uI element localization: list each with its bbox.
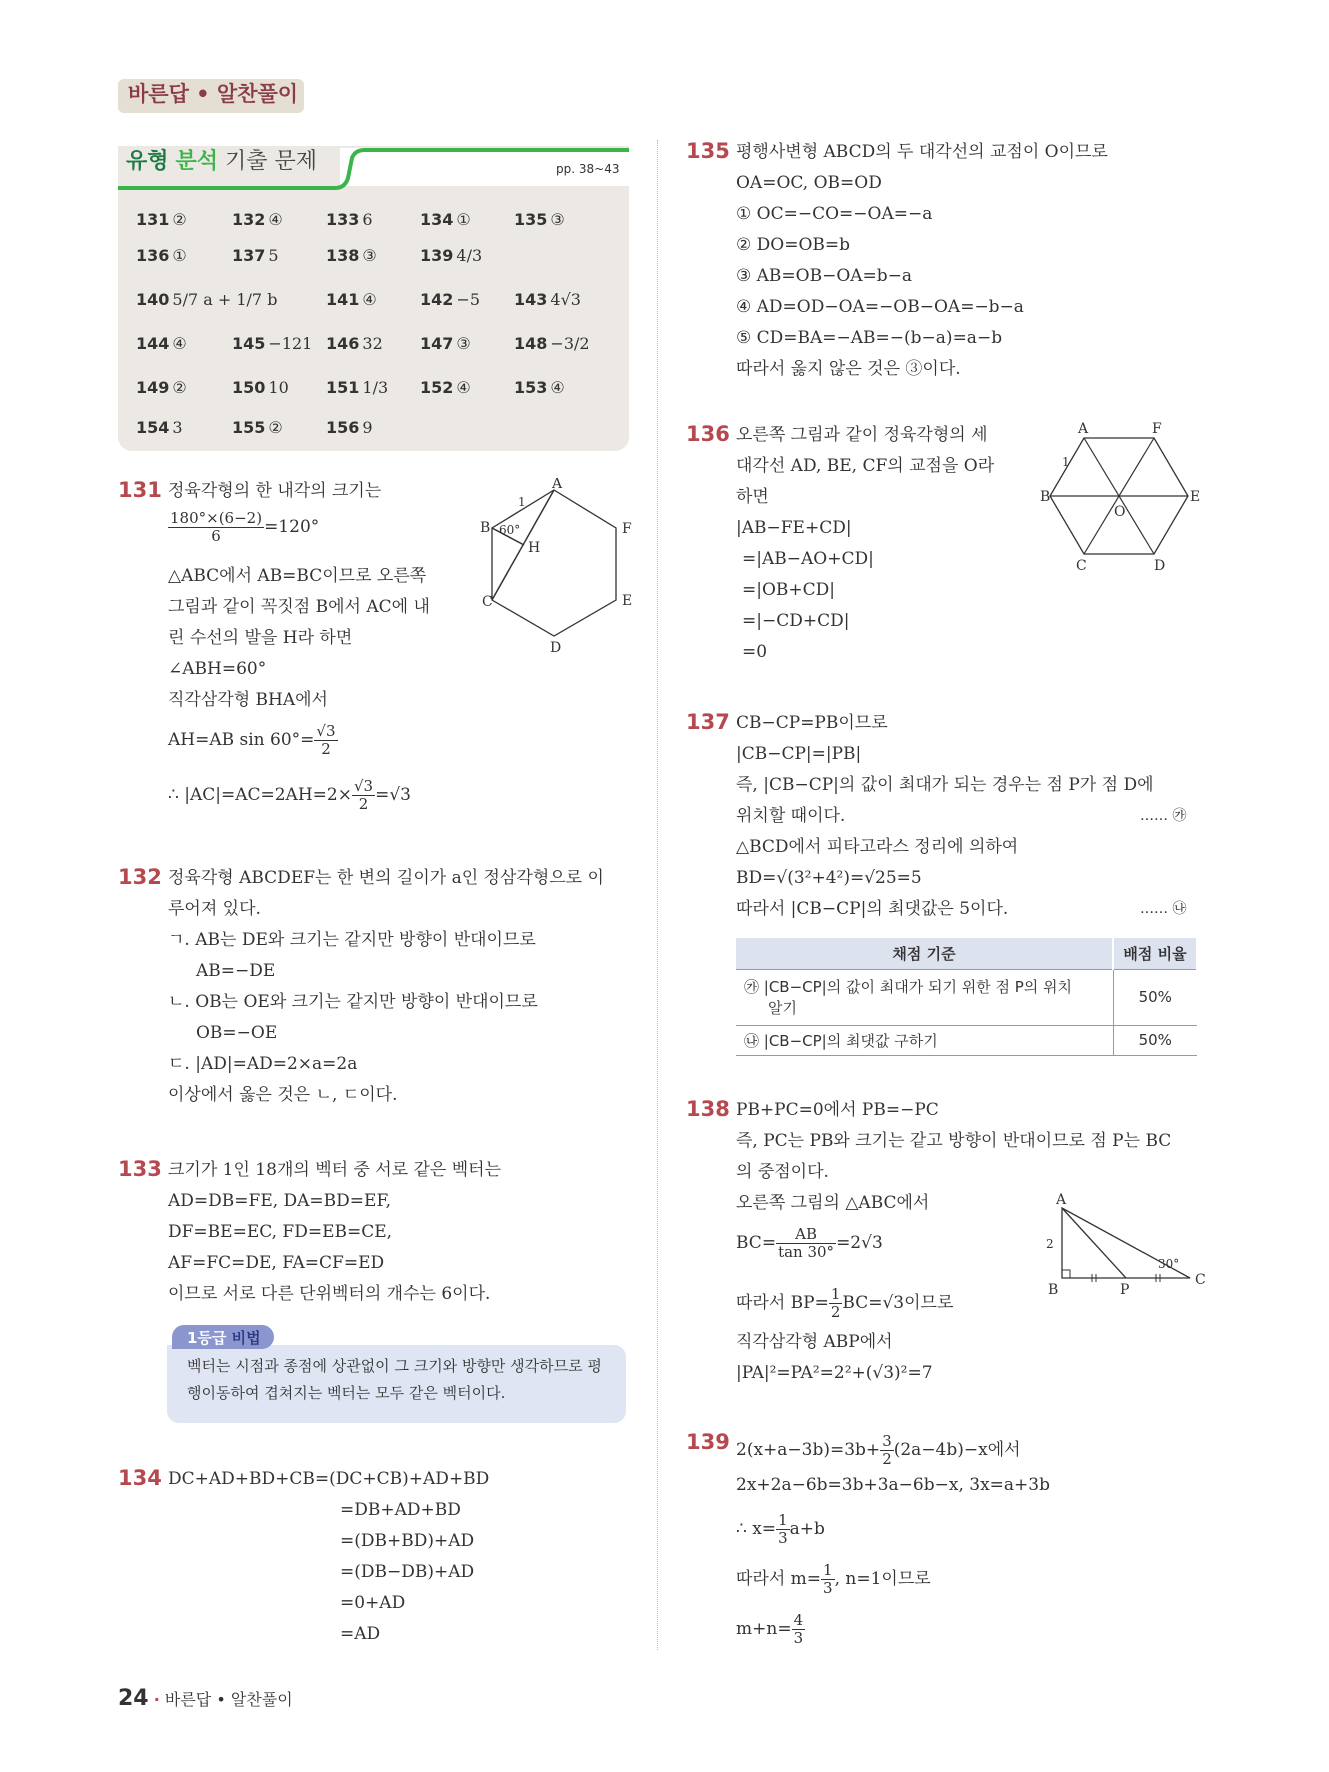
scoring-row1-line1: ㉮ |CB−CP|의 값이 최대가 되기 위한 점 P의 위치	[744, 978, 1073, 996]
answer-item-148	[514, 334, 590, 353]
scoring-header-ratio: 배점 비율	[1113, 938, 1197, 969]
answer-number: 150	[232, 378, 266, 397]
scoring-row1-ratio: 50%	[1113, 969, 1197, 1025]
p131-l9-num: √3	[353, 777, 374, 795]
tip-label	[187, 1327, 261, 1348]
answer-number: 133	[326, 210, 360, 229]
p138-l6-den: 2	[830, 1303, 841, 1321]
p131-l9-text: ∴ |AC|=AC=2AH=2×	[168, 785, 352, 805]
page-footer	[118, 1686, 293, 1711]
answer-item-156	[326, 418, 373, 437]
answer-item-141	[326, 290, 377, 309]
answer-value: ④	[172, 334, 187, 353]
answer-value: 3	[172, 418, 183, 437]
problem-138-number: 138	[686, 1097, 730, 1121]
p135-line8: 따라서 옳지 않은 것은 ③이다.	[736, 359, 961, 379]
p135-line5: ③ AB=OB−OA=b−a	[736, 266, 913, 286]
p136-line1: 오른쪽 그림과 같이 정육각형의 세	[736, 425, 988, 445]
p131-l9-den: 2	[358, 795, 369, 813]
answer-number: 145	[232, 334, 266, 353]
p138-line3: 의 중점이다.	[736, 1162, 829, 1182]
p133-line3: DF=BE=EC, FD=EB=CE,	[168, 1222, 393, 1242]
title-part1: 유형	[126, 149, 169, 174]
p136-line4: |AB−FE+CD|	[736, 518, 852, 538]
p134-line3: =(DB+BD)+AD	[340, 1531, 475, 1551]
answer-item-153	[514, 378, 565, 397]
answer-number: 139	[420, 246, 454, 265]
answer-item-131	[136, 210, 187, 229]
answer-number: 156	[326, 418, 360, 437]
p138-line1: PB+PC=0에서 PB=−PC	[736, 1100, 939, 1120]
p138-l6-result: BC=√3이므로	[842, 1293, 954, 1313]
p136-fig-label-e: E	[1190, 489, 1200, 505]
scoring-table	[736, 938, 1198, 1056]
answer-key-pages: pp. 38~43	[556, 162, 620, 176]
p135-line7: ⑤ CD=BA=−AB=−(b−a)=a−b	[736, 328, 1003, 348]
p139-l4-text: 따라서 m=	[736, 1569, 822, 1589]
p131-line8	[168, 723, 338, 758]
answer-value: 1/3	[362, 378, 389, 397]
p138-fig-label-angle: 30°	[1158, 1257, 1180, 1271]
answer-value: 5	[268, 246, 279, 265]
answer-item-145	[232, 334, 312, 353]
p138-fig-label-p: P	[1120, 1282, 1130, 1298]
p131-fig-label-e: E	[622, 593, 633, 609]
answer-item-138	[326, 246, 377, 265]
p131-frac-num: 180°×(6−2)	[170, 509, 263, 527]
answer-item-151	[326, 378, 388, 397]
p138-l5-den: tan 30°	[778, 1243, 835, 1261]
scoring-row1-criteria	[736, 969, 1113, 1025]
p139-l3-result: a+b	[789, 1519, 825, 1539]
problem-131-number: 131	[118, 478, 162, 502]
p137-marker-2: …… ㉯	[1140, 901, 1187, 917]
p136-hexagon-figure	[1040, 420, 1200, 570]
p131-l8-den: 2	[321, 740, 331, 758]
p138-l5-num: AB	[776, 1226, 836, 1244]
p131-fig-label-h: H	[528, 540, 541, 556]
p138-line2: 즉, PC는 PB와 크기는 같고 방향이 반대이므로 점 P는 BC	[736, 1131, 1172, 1151]
p138-triangle-figure	[1040, 1190, 1210, 1300]
answer-number: 132	[232, 210, 266, 229]
answer-number: 153	[514, 378, 548, 397]
p139-l1-num: 3	[882, 1432, 892, 1450]
p138-line8: |PA|²=PA²=2²+(√3)²=7	[736, 1363, 933, 1383]
p135-line2: OA=OC, OB=OD	[736, 173, 882, 193]
p139-l3-text: ∴ x=	[736, 1519, 777, 1539]
answer-item-147	[420, 334, 471, 353]
p139-l1-text: 2(x+a−3b)=3b+	[736, 1440, 881, 1460]
answer-value: ③	[456, 334, 471, 353]
answer-value: 4/3	[456, 246, 483, 265]
answer-item-155	[232, 418, 283, 437]
p132-line2: 루어져 있다.	[168, 899, 261, 919]
p135-line3: ① OC=−CO=−OA=−a	[736, 204, 933, 224]
column-divider	[657, 140, 658, 1650]
answer-value: 6	[362, 210, 373, 229]
p132-line8: 이상에서 옳은 것은 ㄴ, ㄷ이다.	[168, 1085, 398, 1105]
answer-item-154	[136, 418, 183, 437]
answer-item-133	[326, 210, 373, 229]
p131-line1: 정육각형의 한 내각의 크기는	[168, 481, 382, 501]
answer-number: 142	[420, 290, 454, 309]
answer-value: −3/2	[550, 334, 590, 353]
p131-line3: △ABC에서 AB=BC이므로 오른쪽	[168, 566, 427, 586]
answer-number: 140	[136, 290, 170, 309]
p137-line3: 즉, |CB−CP|의 값이 최대가 되는 경우는 점 P가 점 D에	[736, 775, 1154, 795]
scoring-row2-ratio: 50%	[1113, 1025, 1197, 1055]
answer-item-150	[232, 378, 289, 397]
p139-l3-den: 3	[778, 1529, 788, 1547]
p131-fig-label-c: C	[482, 594, 493, 610]
problem-136-number: 136	[686, 422, 730, 446]
p136-line5: =|AB−AO+CD|	[742, 549, 874, 569]
p137-line7: 따라서 |CB−CP|의 최댓값은 5이다.	[736, 899, 1009, 919]
p139-l3-num: 1	[778, 1511, 788, 1529]
title-part3: 기출 문제	[225, 149, 318, 174]
p136-line2: 대각선 AD, BE, CF의 교점을 O라	[736, 456, 995, 476]
p132-line4: AB=−DE	[196, 961, 276, 981]
p139-l4-num: 1	[823, 1561, 833, 1579]
p131-fig-label-a: A	[552, 478, 563, 492]
p135-line1: 평행사변형 ABCD의 두 대각선의 교점이 O이므로	[736, 142, 1108, 162]
p131-fig-label-one: 1	[518, 495, 526, 509]
problem-135-number: 135	[686, 139, 730, 163]
footer-text: 바른답 • 알찬풀이	[164, 1690, 293, 1709]
p132-line3: ㄱ. AB는 DE와 크기는 같지만 방향이 반대이므로	[168, 930, 536, 950]
p139-line4	[736, 1562, 931, 1597]
p131-fig-label-b: B	[480, 520, 491, 536]
p131-line6: ∠ABH=60°	[168, 659, 267, 679]
answer-number: 143	[514, 290, 548, 309]
answer-number: 141	[326, 290, 360, 309]
p138-l6-text: 따라서 BP=	[736, 1293, 829, 1313]
scoring-header-criteria: 채점 기준	[736, 938, 1113, 969]
answer-number: 134	[420, 210, 454, 229]
answer-item-132	[232, 210, 283, 229]
p139-line5	[736, 1612, 805, 1647]
p137-marker-1: …… ㉮	[1140, 808, 1187, 824]
p138-fig-label-c: C	[1195, 1272, 1206, 1288]
answer-value: 4√3	[550, 290, 581, 309]
p131-fig-label-angle: 60°	[499, 523, 521, 537]
scoring-row1-line2: 알기	[768, 999, 797, 1017]
answer-number: 144	[136, 334, 170, 353]
p134-line5: =0+AD	[340, 1593, 406, 1613]
answer-number: 149	[136, 378, 170, 397]
answer-item-137	[232, 246, 279, 265]
p138-l5-text: BC=	[736, 1233, 777, 1253]
p136-line8: =0	[742, 642, 768, 662]
answer-value: ②	[172, 210, 187, 229]
p136-line7: =|−CD+CD|	[742, 611, 850, 631]
answer-item-144	[136, 334, 187, 353]
answer-number: 137	[232, 246, 266, 265]
answer-value: ④	[550, 378, 565, 397]
p138-line6	[736, 1286, 953, 1321]
p136-fig-label-d: D	[1154, 558, 1166, 570]
header-title: 바른답 • 알찬풀이	[128, 82, 299, 106]
answer-number: 136	[136, 246, 170, 265]
answer-item-135	[514, 210, 565, 229]
p139-line3	[736, 1512, 825, 1547]
p139-l5-num: 4	[793, 1611, 804, 1629]
title-part2: 분석	[175, 149, 219, 174]
p139-l1-den: 2	[882, 1450, 892, 1468]
answer-item-152	[420, 378, 471, 397]
p132-line6: OB=−OE	[196, 1023, 278, 1043]
p131-fig-label-d: D	[550, 640, 562, 656]
tip-label-main: 1등급	[187, 1329, 227, 1347]
p133-line4: AF=FC=DE, FA=CF=ED	[168, 1253, 385, 1273]
p134-line1: DC+AD+BD+CB=(DC+CB)+AD+BD	[168, 1469, 490, 1489]
p135-line6: ④ AD=OD−OA=−OB−OA=−b−a	[736, 297, 1024, 317]
answer-value: 9	[362, 418, 373, 437]
p131-l9-result: =√3	[375, 785, 411, 805]
p137-line1: CB−CP=PB이므로	[736, 713, 888, 733]
p138-fig-label-two: 2	[1046, 1237, 1054, 1251]
p131-fig-label-f: F	[622, 521, 632, 537]
answer-value: 32	[362, 334, 383, 353]
answer-value: ③	[362, 246, 377, 265]
problem-134-number: 134	[118, 1466, 162, 1490]
p139-l5-text: m+n=	[736, 1619, 792, 1639]
answer-value: ①	[456, 210, 471, 229]
answer-value: 10	[268, 378, 289, 397]
p139-l4-result: , n=1이므로	[834, 1569, 931, 1589]
scoring-row2-criteria: ㉯ |CB−CP|의 최댓값 구하기	[736, 1025, 1113, 1055]
answer-value: ①	[172, 246, 187, 265]
p136-fig-label-one: 1	[1062, 455, 1070, 469]
answer-value: ②	[172, 378, 187, 397]
p138-l6-num: 1	[830, 1285, 841, 1303]
p131-line4: 그림과 같이 꼭짓점 B에서 AC에 내	[168, 597, 430, 617]
p139-line1	[736, 1433, 1021, 1468]
answer-item-146	[326, 334, 383, 353]
answer-value: ②	[268, 418, 283, 437]
answer-item-140	[136, 290, 277, 309]
answer-value: ④	[268, 210, 283, 229]
answer-value: −5	[456, 290, 480, 309]
problem-137-number: 137	[686, 710, 730, 734]
p136-fig-label-c: C	[1076, 558, 1087, 570]
p138-line4: 오른쪽 그림의 △ABC에서	[736, 1193, 930, 1213]
p131-line9	[168, 778, 411, 813]
p134-line6: =AD	[340, 1624, 381, 1644]
p132-line1: 정육각형 ABCDEF는 한 변의 길이가 a인 정삼각형으로 이	[168, 868, 604, 888]
p131-fraction	[168, 510, 319, 545]
p137-line2: |CB−CP|=|PB|	[736, 744, 862, 764]
p133-line5: 이므로 서로 다른 단위벡터의 개수는 6이다.	[168, 1284, 491, 1304]
answer-number: 154	[136, 418, 170, 437]
p134-line4: =(DB−DB)+AD	[340, 1562, 475, 1582]
p131-hexagon-figure	[480, 478, 650, 658]
p136-fig-label-b: B	[1040, 489, 1051, 505]
problem-132-number: 132	[118, 865, 162, 889]
p138-fig-label-b: B	[1048, 1282, 1059, 1298]
p139-l4-den: 3	[823, 1579, 833, 1597]
p139-l5-den: 3	[793, 1629, 804, 1647]
p133-line1: 크기가 1인 18개의 벡터 중 서로 같은 벡터는	[168, 1160, 502, 1180]
p131-frac-result: =120°	[264, 517, 320, 537]
p134-line2: =DB+AD+BD	[340, 1500, 461, 1520]
p136-line6: =|OB+CD|	[742, 580, 836, 600]
answer-number: 147	[420, 334, 454, 353]
p132-line5: ㄴ. OB는 OE와 크기는 같지만 방향이 반대이므로	[168, 992, 538, 1012]
answer-item-143	[514, 290, 581, 309]
answer-number: 146	[326, 334, 360, 353]
p136-line3: 하면	[736, 487, 769, 507]
p137-line4: 위치할 때이다.	[736, 806, 846, 826]
p131-l8-text: AH=AB sin 60°=	[168, 730, 315, 750]
answer-number: 148	[514, 334, 548, 353]
p131-line5: 린 수선의 발을 H라 하면	[168, 628, 353, 648]
tip-label-sub: 비법	[231, 1329, 261, 1347]
problem-139-number: 139	[686, 1430, 730, 1454]
p136-fig-label-f: F	[1152, 421, 1162, 437]
answer-key-title	[126, 144, 317, 175]
answer-number: 152	[420, 378, 454, 397]
p137-line5: △BCD에서 피타고라스 정리에 의하여	[736, 837, 1019, 857]
p133-line2: AD=DB=FE, DA=BD=EF,	[168, 1191, 392, 1211]
answer-item-134	[420, 210, 471, 229]
p136-fig-label-a: A	[1078, 421, 1089, 437]
p138-fig-label-a: A	[1056, 1192, 1067, 1208]
p131-frac-den: 6	[211, 527, 221, 545]
p138-line5	[736, 1226, 883, 1261]
answer-number: 151	[326, 378, 360, 397]
answer-number: 138	[326, 246, 360, 265]
p139-l1-result: (2a−4b)−x에서	[893, 1440, 1021, 1460]
page-number: 24	[118, 1686, 149, 1711]
answer-number: 155	[232, 418, 266, 437]
answer-value: 5/7 a + 1/7 b	[172, 290, 278, 309]
answer-value: ④	[362, 290, 377, 309]
answer-item-139	[420, 246, 482, 265]
answer-item-142	[420, 290, 480, 309]
answer-value: ④	[456, 378, 471, 397]
answer-number: 131	[136, 210, 170, 229]
footer-dot: ·	[153, 1690, 160, 1709]
p138-line7: 직각삼각형 ABP에서	[736, 1332, 893, 1352]
answer-item-136	[136, 246, 187, 265]
answer-number: 135	[514, 210, 548, 229]
p135-line4: ② DO=OB=b	[736, 235, 851, 255]
tip-line2: 행이동하여 겹쳐지는 벡터는 모두 같은 벡터이다.	[187, 1384, 506, 1402]
problem-133-number: 133	[118, 1157, 162, 1181]
p131-line7: 직각삼각형 BHA에서	[168, 690, 328, 710]
p132-line7: ㄷ. |AD|=AD=2×a=2a	[168, 1054, 358, 1074]
answer-value: ③	[550, 210, 565, 229]
p138-l5-result: =2√3	[836, 1233, 883, 1253]
p136-fig-label-o: O	[1114, 504, 1126, 520]
p131-l8-num: √3	[316, 722, 336, 740]
answer-value: −121	[268, 334, 313, 353]
answer-item-149	[136, 378, 187, 397]
p139-line2: 2x+2a−6b=3b+3a−6b−x, 3x=a+3b	[736, 1475, 1050, 1495]
tip-line1: 벡터는 시점과 종점에 상관없이 그 크기와 방향만 생각하므로 평	[187, 1357, 602, 1375]
p137-line6: BD=√(3²+4²)=√25=5	[736, 868, 922, 888]
